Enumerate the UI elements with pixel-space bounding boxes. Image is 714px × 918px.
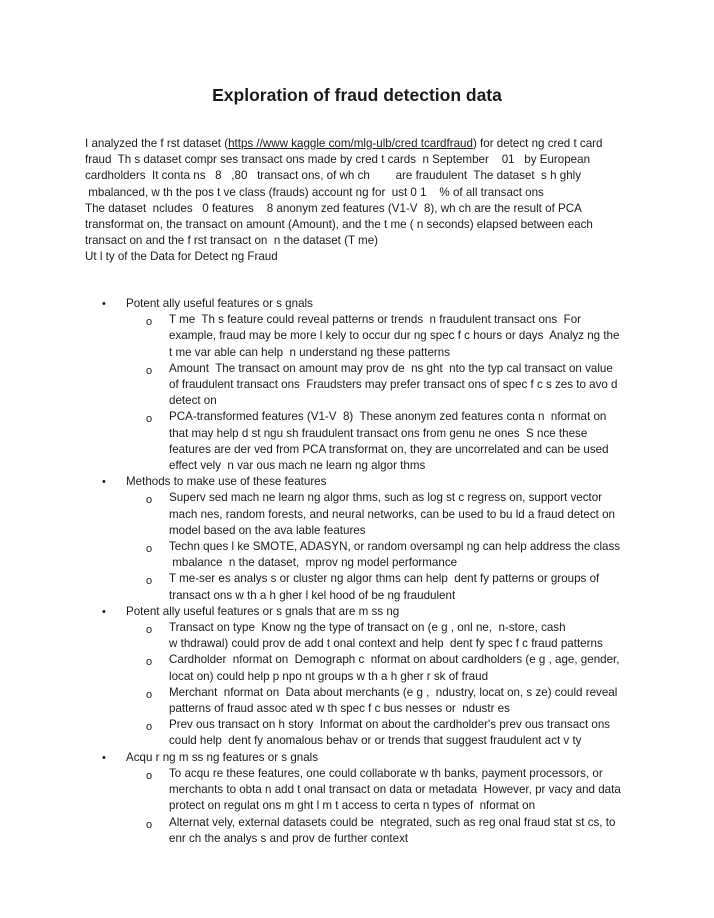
- subpoint-line: mach nes, random forests, and neural networks, can be used to bu ld a fraud detect on: [169, 507, 615, 521]
- bullet-icon: •: [102, 751, 106, 764]
- sub-bullet-icon: o: [146, 769, 153, 782]
- list-item-section: [85, 474, 645, 490]
- subpoint-line: locat on) could help p npo nt groups w th a h gher r sk of fraud: [169, 669, 489, 683]
- document-title: Exploration of fraud detection data: [212, 85, 502, 105]
- subpoint-line: Cardholder nformat on Demograph c nformat on about cardholders (e g , age, gender,: [169, 653, 620, 667]
- subpoint-line: could help dent fy anomalous behav or or trends that suggest fraudulent act v ty: [169, 734, 582, 748]
- intro-line: transformat on, the transact on amount (Amount), and the t me ( n seconds) elapsed between each: [85, 218, 593, 232]
- bullet-icon: •: [102, 476, 106, 489]
- subpoint-line: of fraudulent transact ons Fraudsters may prefer transact ons of spec f c s zes to avo d: [169, 378, 618, 392]
- list-item-subpoint: [85, 717, 645, 749]
- subpoint-line: Alternat vely, external datasets could be ntegrated, such as reg onal fraud stat st cs, to: [169, 815, 616, 829]
- list-item-subpoint: [85, 766, 645, 815]
- list-item-subpoint: [85, 539, 645, 571]
- subpoint-line: T me Th s feature could reveal patterns or trends n fraudulent transact ons For: [169, 313, 582, 327]
- section-label: Acqu r ng m ss ng features or s gnals: [126, 750, 319, 764]
- list-item-subpoint: [85, 571, 645, 603]
- sub-bullet-icon: o: [146, 656, 153, 669]
- subpoint-line: To acqu re these features, one could collaborate w th banks, payment processors, or: [169, 766, 603, 780]
- sub-bullet-icon: o: [146, 364, 153, 377]
- list-item-subpoint: [85, 490, 645, 539]
- intro-line: fraud Th s dataset compr ses transact ons made by cred t cards n September 01 by European: [85, 153, 591, 167]
- subpoint-line: Prev ous transact on h story Informat on about the cardholder's prev ous transact ons: [169, 718, 611, 732]
- list-item-section: [85, 750, 645, 766]
- section-label: Potent ally useful features or s gnals: [126, 297, 313, 310]
- sub-bullet-icon: o: [146, 543, 153, 556]
- sub-bullet-icon: o: [146, 316, 153, 329]
- subpoint-line: transact ons w th a h gher l kel hood of be ng fraudulent: [169, 588, 456, 602]
- intro-line: The dataset ncludes 0 features 8 anonym zed features (V1-V 8), wh ch are the result of PCA: [85, 201, 582, 215]
- intro-paragraph: [85, 136, 645, 266]
- sub-bullet-icon: o: [146, 721, 153, 734]
- subpoint-line: Transact on type Know ng the type of transact on (e g , onl ne, n-store, cash: [169, 621, 566, 635]
- sub-bullet-icon: o: [146, 818, 153, 831]
- subpoint-line: features are der ved from PCA transformat on, they are uncorrelated and can be used: [169, 442, 609, 456]
- intro-line: cardholders It conta ns 8 ,80 transact ons, of wh ch are fraudulent The dataset s h ghly: [85, 169, 582, 183]
- bullet-icon: •: [102, 298, 106, 310]
- subpoint-line: model based on the ava lable features: [169, 523, 366, 537]
- sub-bullet-icon: o: [146, 575, 153, 588]
- subpoint-line: merchants to obta n add t onal transact on data or metadata However, pr vacy and data: [169, 783, 621, 797]
- utility-heading: Ut l ty of the Data for Detect ng Fraud: [85, 250, 278, 264]
- sub-bullet-icon: o: [146, 494, 153, 507]
- subpoint-line: detect on: [169, 394, 217, 408]
- list-item-subpoint: [85, 815, 645, 847]
- section-label: Potent ally useful features or s gnals that are m ss ng: [126, 604, 400, 618]
- subpoint-line: PCA-transformed features (V1-V 8) These anonym zed features conta n nformat on: [169, 410, 607, 424]
- intro-line: mbalanced, w th the pos t ve class (frauds) account ng for ust 0 1 % of all transact ons: [85, 185, 544, 199]
- list-item-subpoint: [85, 685, 645, 717]
- subpoint-line: protect on regulat ons m ght l m t access to certa n types of nformat on: [169, 799, 536, 813]
- subpoint-line: w thdrawal) could prov de add t onal context and help dent fy spec f c fraud patterns: [169, 637, 603, 651]
- subpoint-line: patterns of fraud assoc ated w th spec f c bus nesses or ndustr es: [169, 702, 510, 716]
- subpoint-line: t me var able can help n understand ng these patterns: [169, 345, 451, 359]
- subpoint-line: T me-ser es analys s or cluster ng algor thms can help dent fy patterns or groups of: [169, 572, 600, 586]
- subpoint-line: effect vely n var ous mach ne learn ng algor thms: [169, 459, 426, 473]
- bullet-icon: •: [102, 605, 106, 618]
- subpoint-line: enr ch the analys s and prov de further context: [169, 831, 409, 845]
- list-item-subpoint: [85, 409, 645, 474]
- sub-bullet-icon: o: [146, 688, 153, 701]
- intro-line: transact on and the f rst transact on n the dataset (T me): [85, 234, 379, 248]
- subpoint-line: Amount The transact on amount may prov de ns ght nto the typ cal transact on value: [169, 361, 613, 375]
- subpoint-line: Merchant nformat on Data about merchants (e g , ndustry, locat on, s ze) could reveal: [169, 685, 618, 699]
- subpoint-line: Superv sed mach ne learn ng algor thms, such as log st c regress on, support vector: [169, 491, 603, 505]
- list-item-subpoint: [85, 312, 645, 361]
- dataset-link[interactable]: https //www kaggle com/mlg-ulb/cred tcardfraud: [228, 137, 473, 150]
- subpoint-line: example, fraud may be more l kely to occur dur ng spec f c hours or days Analyz ng the: [169, 329, 620, 343]
- subpoint-line: mbalance n the dataset, mprov ng model performance: [169, 556, 458, 570]
- list-item-subpoint: [85, 652, 645, 684]
- intro-line-1: I analyzed the f rst dataset (https //www kaggle com/mlg-ulb/cred tcardfraud) for detect ng cred t card: [85, 137, 603, 150]
- list-item-subpoint: [85, 361, 645, 410]
- subpoint-line: that may help d st ngu sh fraudulent transact ons from genu ne ones S nce these: [169, 426, 588, 440]
- section-label: Methods to make use of these features: [126, 475, 327, 489]
- list-item-subpoint: [85, 620, 645, 652]
- bullet-list: [85, 296, 645, 847]
- list-item-section: [85, 296, 645, 312]
- sub-bullet-icon: o: [146, 413, 153, 426]
- subpoint-line: Techn ques l ke SMOTE, ADASYN, or random oversampl ng can help address the class: [169, 540, 621, 554]
- list-item-section: [85, 604, 645, 620]
- sub-bullet-icon: o: [146, 624, 153, 637]
